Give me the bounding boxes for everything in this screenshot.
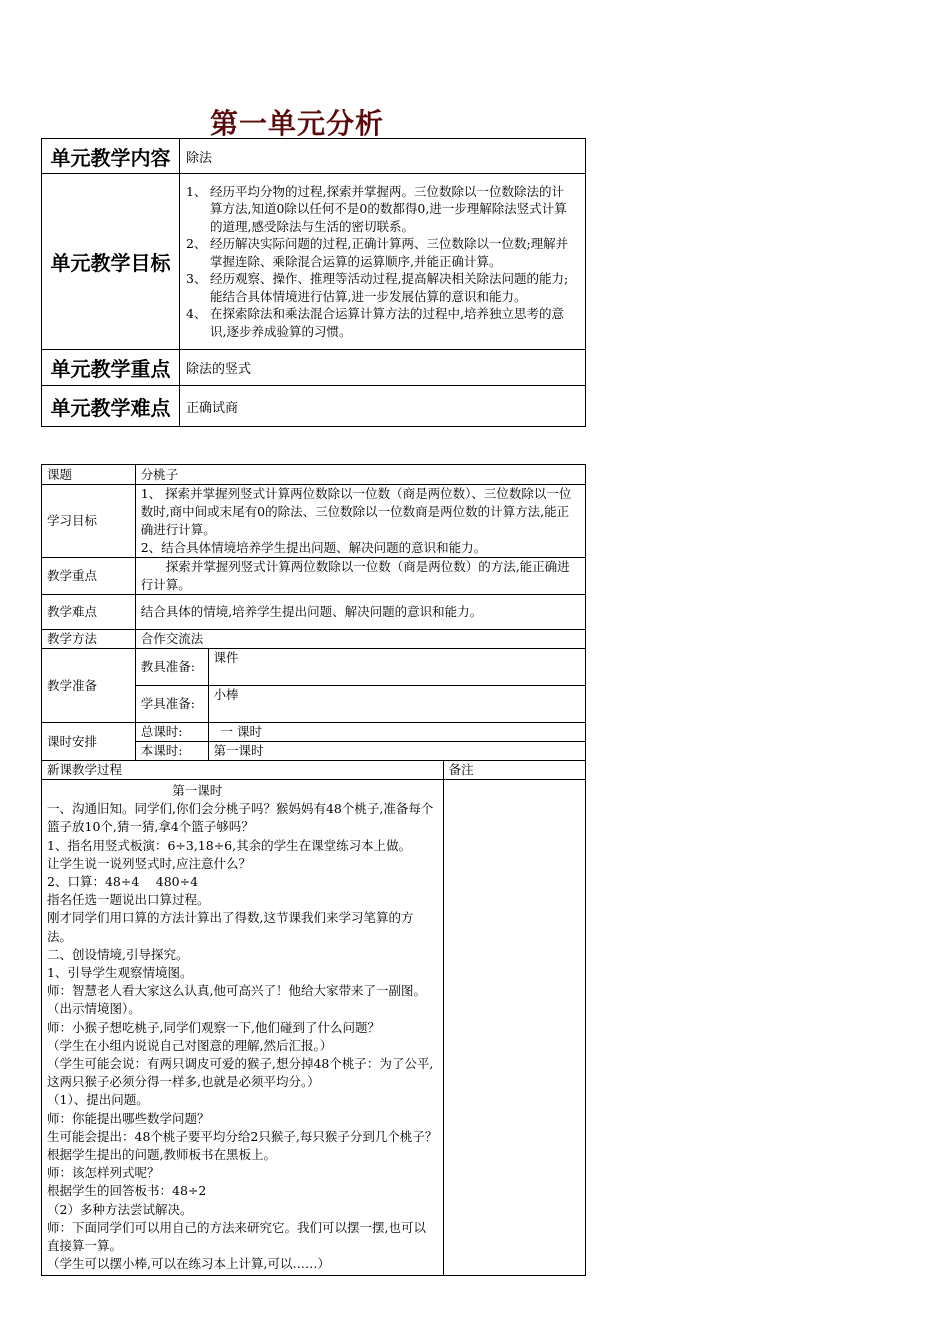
teaching-difficulty-label: 教学难点 [42,595,136,630]
unit-difficulty-label: 单元教学难点 [42,386,180,427]
total-hours-value: 一 课时 [208,723,585,742]
remarks-header: 备注 [443,761,585,780]
topic-value: 分桃子 [135,465,585,485]
process-line: 师：你能提出哪些数学问题？ [47,1110,210,1126]
process-line: 师：小猴子想吃桃子,同学们观察一下,他们碰到了什么问题？ [47,1019,380,1035]
process-line: 师：智慧老人看大家这么认真,他可高兴了！他给大家带来了一副图。（出示情境图）。 [47,983,426,1017]
teaching-prep-label: 教学准备 [42,649,136,723]
process-line: （学生在小组内说说自己对图意的理解,然后汇报。） [47,1037,333,1053]
schedule-label: 课时安排 [42,723,136,761]
current-hour-value: 第一课时 [208,742,585,761]
current-hour-label: 本课时: [135,742,208,761]
unit-content-row [42,139,586,174]
unit-difficulty-value: 正确试商 [180,386,586,427]
unit-analysis-table [41,138,586,427]
unit-goal-item: 2、 经历解决实际问题的过程,正确计算两、三位数除以一位数;理解并掌握连除、乘除混合运算的运算顺序,并能正确计算。 [186,236,569,269]
teaching-key-value: 探索并掌握列竖式计算两位数除以一位数（商是两位数）的方法,能正确进行计算。 [135,558,585,595]
lesson-plan-table [41,464,586,1276]
teaching-method-label: 教学方法 [42,630,136,649]
unit-key-value: 除法的竖式 [180,350,586,386]
process-line: （1）、提出问题。 [47,1092,149,1108]
unit-key-label: 单元教学重点 [42,350,180,386]
teaching-method-value: 合作交流法 [135,630,585,649]
process-line: 二、创设情境,引导探究。 [47,946,189,962]
process-line: 1、指名用竖式板演：6÷3,18÷6,其余的学生在课堂练习本上做。 [47,837,412,853]
process-line: （2）多种方法尝试解决。 [47,1201,193,1217]
unit-goal-item: 1、 经历平均分物的过程,探索并掌握两。三位数除以一位数除法的计算方法,知道0除以任何不是0的数都得0,进一步理解除法竖式计算的道理,感受除法与生活的密切联系。 [186,183,567,234]
process-line: （学生可能会说：有两只调皮可爱的猴子,想分掉48个桃子：为了公平,这两只猴子必须分得一样多,也就是必须平均分。） [47,1056,434,1090]
process-line: 让学生说一说列竖式时,应注意什么？ [47,855,251,871]
process-line: 一、沟通旧知。同学们,你们会分桃子吗？猴妈妈有48个桃子,准备每个篮子放10个,猜一猜,拿4个篮子够吗？ [47,801,434,835]
process-line: 生可能会提出：48个桃子要平均分给2只猴子,每只猴子分到几个桃子？ [47,1128,438,1144]
process-content [42,780,444,1276]
unit-content-value: 除法 [180,139,586,174]
unit-goals-cell [180,174,586,350]
process-line: 2、口算：48÷4 480÷4 [47,874,199,890]
learning-goal-value: 1、 探索并掌握列竖式计算两位数除以一位数（商是两位数）、三位数除以一位数时,商中间或末尾有0的除法、三位数除以一位数商是两位数的计算方法,能正确进行计算。 2、结合具体情境培养学生提出问题、解决问题的意识和能力。 [135,485,585,558]
process-heading: 第一课时 [172,783,223,798]
learning-goal-label: 学习目标 [42,485,136,558]
unit-goal-item: 3、 经历观察、操作、推理等活动过程,提高解决相关除法问题的能力;能结合具体情境进行估算,进一步发展估算的意识和能力。 [186,271,569,304]
remarks-content [443,780,585,1276]
process-line: 刚才同学们用口算的方法计算出了得数,这节课我们来学习笔算的方法。 [47,910,414,944]
process-line: 师：下面同学们可以用自己的方法来研究它。我们可以摆一摆,也可以直接算一算。 [47,1219,426,1254]
teaching-difficulty-value: 结合具体的情境,培养学生提出问题、解决问题的意识和能力。 [135,595,585,630]
teacher-tools-label: 教具准备: [135,649,208,686]
student-tools-label: 学具准备: [135,686,208,723]
process-line: 师：该怎样列式呢？ [47,1165,160,1181]
teacher-tools-value: 课件 [208,649,585,686]
topic-label: 课题 [42,465,136,485]
process-header: 新课教学过程 [42,761,444,780]
page-title: 第一单元分析 [210,107,385,140]
unit-goals-row [42,174,586,350]
unit-content-label: 单元教学内容 [42,139,180,174]
unit-difficulty-row [42,386,586,427]
unit-goal-item: 4、 在探索除法和乘法混合运算计算方法的过程中,培养独立思考的意识,逐步养成验算的习惯。 [186,306,564,339]
process-line: 根据学生提出的问题,教师板书在黑板上。 [47,1147,276,1163]
process-line: 指名任选一题说出口算过程。 [47,892,210,908]
student-tools-value: 小棒 [208,686,585,723]
unit-key-row [42,350,586,386]
process-line: 根据学生的回答板书：48÷2 [47,1183,207,1199]
process-line: 1、引导学生观察情境图。 [47,965,193,981]
teaching-key-label: 教学重点 [42,558,136,595]
total-hours-label: 总课时: [135,723,208,742]
unit-goals-label: 单元教学目标 [42,174,180,350]
process-line: （学生可以摆小棒,可以在练习本上计算,可以……） [47,1256,330,1272]
